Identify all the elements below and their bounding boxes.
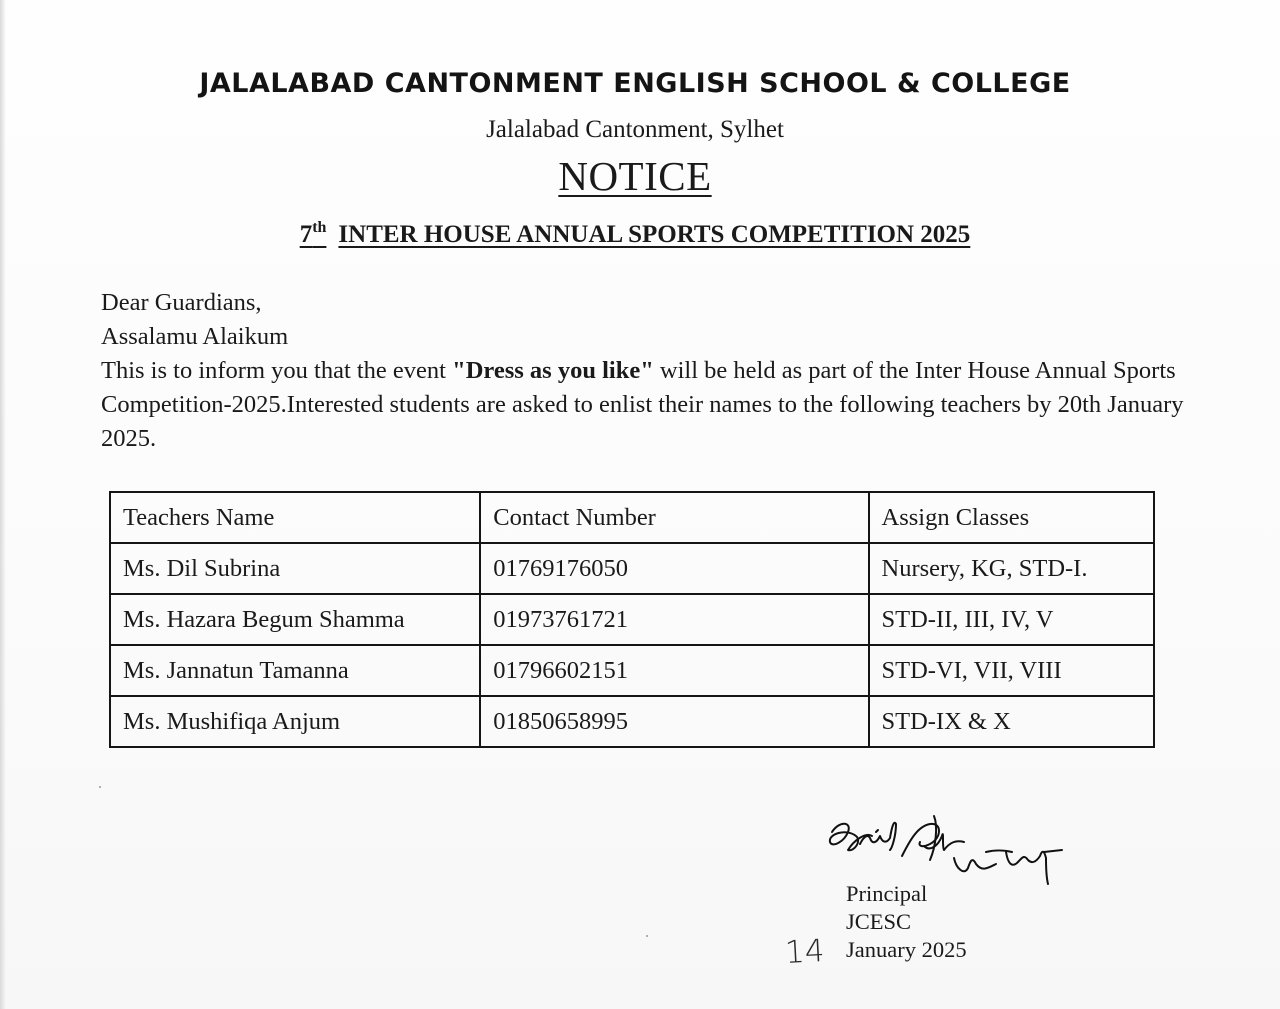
institution-abbrev: JCESC [846,909,912,934]
paper-speck [646,935,648,937]
assign-classes-cell: STD-IX & X [869,696,1154,747]
contact-number-cell: 01769176050 [480,543,868,594]
event-subtitle-text [300,221,971,248]
assign-classes-cell: Nursery, KG, STD-I. [869,543,1154,594]
paper-speck [99,786,101,788]
table-row [110,645,1154,696]
paragraph-intro: This is to inform you that the event [101,357,453,384]
teacher-name-cell: Ms. Dil Subrina [110,543,480,594]
header-teachers-name: Teachers Name [110,492,480,543]
teachers-table [109,491,1155,748]
school-address: Jalalabad Cantonment, Sylhet [486,116,784,143]
event-subtitle [0,219,1270,249]
principal-title: Principal [846,881,928,906]
school-name: JALALABAD CANTONMENT ENGLISH SCHOOL & COLLEGE [199,68,1071,99]
paragraph-details: will be held as part of the Inter House Annual Sports Competition-2025.Interested students are asked to enlist their names to the following teachers by 20th January 2025. [101,357,1184,452]
principal-block [846,880,967,964]
teacher-name-cell: Ms. Hazara Begum Shamma [110,594,480,645]
subtitle-title: INTER HOUSE ANNUAL SPORTS COMPETITION 2025 [338,221,971,248]
subtitle-number: 7 [299,221,313,248]
notice-paragraph [101,354,1191,456]
header-contact-number: Contact Number [480,492,868,543]
teacher-name-cell: Ms. Jannatun Tamanna [110,645,480,696]
notice-title [0,152,1270,200]
assign-classes-cell: STD-II, III, IV, V [869,594,1154,645]
teacher-name-cell: Ms. Mushifiqa Anjum [110,696,480,747]
table-header-row [110,492,1154,543]
event-name: "Dress as you like" [452,357,654,384]
handwritten-day: 14 [784,932,826,972]
greeting: Assalamu Alaikum [101,323,289,350]
assign-classes-cell: STD-VI, VII, VIII [869,645,1154,696]
table-row [110,594,1154,645]
notice-date: January 2025 [846,937,967,962]
contact-number-cell: 01973761721 [480,594,868,645]
header-assign-classes: Assign Classes [869,492,1154,543]
contact-number-cell: 01796602151 [480,645,868,696]
notice-title-text: NOTICE [558,153,712,199]
table-row [110,696,1154,747]
salutation: Dear Guardians, [101,289,262,316]
table-row [110,543,1154,594]
subtitle-ordinal: th [312,219,327,236]
contact-number-cell: 01850658995 [480,696,868,747]
